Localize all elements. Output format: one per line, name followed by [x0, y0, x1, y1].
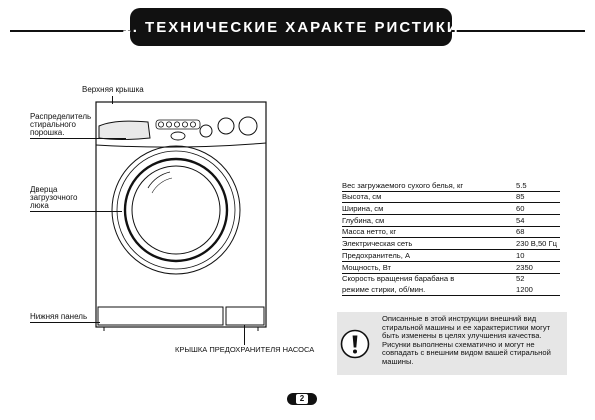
table-row: [342, 226, 560, 238]
door-glass: [132, 166, 220, 254]
spec-label: Масса нетто, кг: [342, 226, 514, 238]
spec-value: 10: [514, 250, 560, 262]
spec-value: 68: [514, 226, 560, 238]
spec-label: Глубина, см: [342, 215, 514, 227]
label-bottom-panel: Нижняя панель: [30, 312, 88, 321]
spec-value: 2350: [514, 261, 560, 273]
page-number: 2: [296, 394, 308, 404]
leader-top-cover: [112, 96, 113, 104]
button: [166, 122, 171, 127]
spec-value: 85: [514, 191, 560, 203]
button: [182, 122, 187, 127]
spec-value: 230 В,50 Гц: [514, 238, 560, 250]
label-top-cover: Верхняя крышка: [82, 85, 144, 94]
bottom-panel: [98, 307, 223, 325]
spec-value: 60: [514, 203, 560, 215]
button: [174, 122, 179, 127]
table-row: [342, 273, 560, 284]
note-icon-wrap: [337, 312, 373, 375]
exclamation-icon: [340, 329, 370, 359]
spec-label: Электрическая сеть: [342, 238, 514, 250]
spec-value: 54: [514, 215, 560, 227]
table-row: [342, 191, 560, 203]
table-row: [342, 215, 560, 227]
button: [158, 122, 163, 127]
table-row: [342, 238, 560, 250]
spec-label: Предохранитель, А: [342, 250, 514, 262]
program-knob: [239, 117, 257, 135]
leader-bottom-panel: [30, 322, 100, 323]
table-row: [342, 284, 560, 295]
page-number-badge: [287, 393, 317, 405]
knob-small: [200, 125, 212, 137]
leader-detergent-dispenser: [30, 138, 126, 139]
spec-value: 1200: [514, 284, 560, 295]
knob-medium: [218, 118, 234, 134]
page-title: 1. ТЕХНИЧЕСКИЕ ХАРАКТЕ РИСТИКИ: [122, 18, 460, 36]
table-row: [342, 203, 560, 215]
specs-table: [342, 180, 560, 296]
table-row: [342, 180, 560, 191]
table-row: [342, 261, 560, 273]
table-row: [342, 250, 560, 262]
button-strip: [156, 120, 200, 129]
label-detergent-dispenser: Распределитель стирального порошка.: [30, 112, 92, 137]
spec-value: 5.5: [514, 180, 560, 191]
leader-pump-filter-cover: [244, 325, 245, 345]
brand-badge: [171, 132, 185, 140]
spec-label: Ширина, см: [342, 203, 514, 215]
button: [190, 122, 195, 127]
label-loading-door: Дверца загрузочного люка: [30, 185, 78, 210]
detergent-drawer: [99, 121, 150, 139]
label-pump-filter-cover: КРЫШКА ПРЕДОХРАНИТЕЛЯ НАСОСА: [175, 345, 315, 354]
spec-label: Вес загружаемого сухого белья, кг: [342, 180, 514, 191]
spec-label: Мощность, Вт: [342, 261, 514, 273]
leader-loading-door: [30, 211, 122, 212]
note-text: Описанные в этой инструкции внешний вид стиральной машины и ее характеристики могут быть изменены в целях улучшения качества. Рисунки выполнены схематично и могут не совпадать с внешним видом вашей стиральной машины.: [382, 314, 551, 366]
spec-label: Высота, см: [342, 191, 514, 203]
spec-value: 52: [516, 274, 525, 284]
pump-filter-cover: [226, 307, 264, 325]
spec-label: Скорость вращения барабана в: [342, 274, 455, 284]
spec-label: режиме стирки, об/мин.: [342, 284, 514, 295]
